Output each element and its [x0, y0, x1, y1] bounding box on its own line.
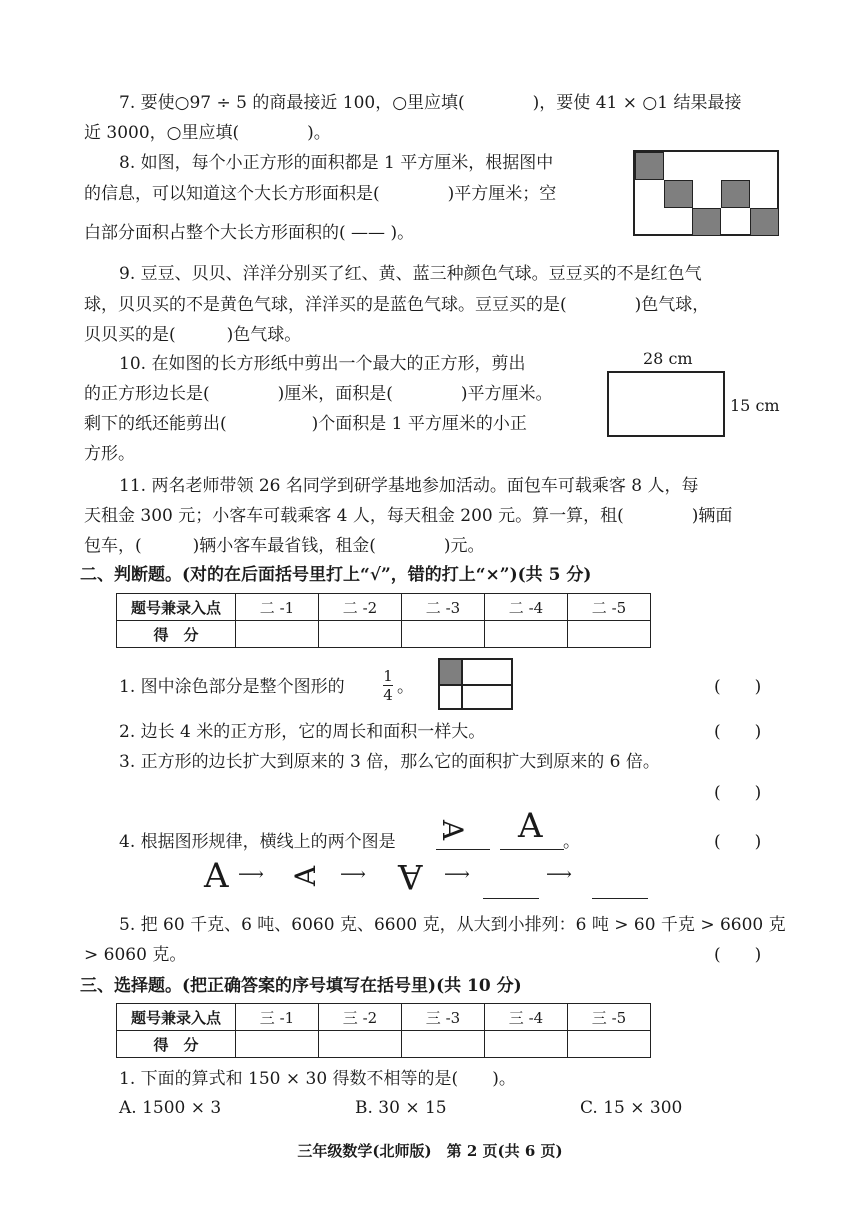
j3-text: 3. 正方形的边长扩大到原来的 3 倍，那么它的面积扩大到原来的 6 倍。 [119, 752, 660, 772]
j1-end: 。 [397, 677, 414, 697]
arrow-icon: ⟶ [444, 864, 470, 885]
c1-option-c[interactable]: C. 15 × 300 [580, 1098, 683, 1118]
c1-option-a[interactable]: A. 1500 × 3 [119, 1098, 222, 1118]
q11-line2: 天租金 300 元；小客车可载乘客 4 人，每天租金 200 元。算一算，租( )辆面 [84, 506, 733, 526]
j5-answer-paren[interactable]: ( ) [714, 945, 762, 965]
sequence-figure-2: A [289, 865, 323, 887]
sequence-figure-3: A [398, 856, 423, 896]
q10-line3: 剩下的纸还能剪出( )个面积是 1 平方厘米的小正 [84, 414, 527, 434]
section3-score-table [116, 1003, 651, 1058]
q8-line2: 的信息，可以知道这个大长方形面积是( )平方厘米；空 [84, 184, 557, 204]
arrow-icon: ⟶ [546, 864, 572, 885]
shaded-part [440, 660, 461, 684]
j4-text: 4. 根据图形规律，横线上的两个图是 [119, 832, 396, 852]
table-col: 三 -2 [319, 1004, 402, 1031]
q10-rectangle [607, 371, 725, 437]
score-cell[interactable] [319, 621, 402, 648]
table-head-label: 题号兼录入点 [117, 594, 236, 621]
q10-line4: 方形。 [84, 444, 135, 464]
q7-line2: 近 3000，○里应填( )。 [84, 123, 331, 143]
q8-line3: 白部分面积占整个大长方形面积的( —— )。 [84, 223, 415, 243]
table-col: 二 -4 [485, 594, 568, 621]
j4-end: 。 [563, 832, 580, 852]
sequence-blank-2[interactable] [592, 898, 648, 899]
score-cell[interactable] [236, 621, 319, 648]
arrow-icon: ⟶ [238, 864, 264, 885]
score-cell[interactable] [402, 621, 485, 648]
score-cell[interactable] [568, 621, 651, 648]
table-col: 二 -1 [236, 594, 319, 621]
j5-line2: > 6060 克。 [84, 945, 187, 965]
score-cell[interactable] [236, 1031, 319, 1058]
q9-line1: 9. 豆豆、贝贝、洋洋分别买了红、黄、蓝三种颜色气球。豆豆买的不是红色气 [119, 264, 702, 284]
section3-title: 三、选择题。(把正确答案的序号填写在括号里)(共 10 分) [80, 976, 522, 996]
q8-grid-figure [633, 150, 779, 236]
shaded-square [635, 152, 664, 180]
j2-text: 2. 边长 4 米的正方形，它的周长和面积一样大。 [119, 722, 486, 742]
score-cell[interactable] [402, 1031, 485, 1058]
shaded-square [664, 180, 693, 208]
j1-text: 1. 图中涂色部分是整个图形的 [119, 677, 345, 697]
q10-width-label: 28 cm [643, 349, 693, 368]
table-col: 三 -1 [236, 1004, 319, 1031]
section2-title: 二、判断题。(对的在后面括号里打上“√”，错的打上“×”)(共 5 分) [80, 565, 592, 585]
shaded-square [692, 208, 721, 236]
j4-blank-line-2 [500, 849, 564, 850]
q11-line3: 包车，( )辆小客车最省钱，租金( )元。 [84, 536, 485, 556]
c1-option-b[interactable]: B. 30 × 15 [355, 1098, 447, 1118]
sequence-blank-1[interactable] [483, 898, 539, 899]
shaded-square [721, 180, 750, 208]
shaded-square [750, 208, 779, 236]
table-score-label: 得 分 [117, 1031, 236, 1058]
score-cell[interactable] [485, 621, 568, 648]
table-col: 二 -2 [319, 594, 402, 621]
j3-answer-paren[interactable]: ( ) [714, 783, 762, 803]
fraction-numerator: 1 [383, 667, 393, 685]
table-col: 三 -5 [568, 1004, 651, 1031]
page-footer: 三年级数学(北师版) 第 2 页(共 6 页) [297, 1142, 563, 1160]
section2-score-table [116, 593, 651, 648]
q11-line1: 11. 两名老师带领 26 名同学到研学基地参加活动。面包车可载乘客 8 人，每 [119, 476, 699, 496]
q10-height-label: 15 cm [730, 396, 780, 415]
q10-line2: 的正方形边长是( )厘米，面积是( )平方厘米。 [84, 384, 553, 404]
score-cell[interactable] [485, 1031, 568, 1058]
j4-answer-paren[interactable]: ( ) [714, 832, 762, 852]
arrow-icon: ⟶ [340, 864, 366, 885]
table-col: 三 -3 [402, 1004, 485, 1031]
table-col: 二 -5 [568, 594, 651, 621]
score-cell[interactable] [319, 1031, 402, 1058]
q7-line1: 7. 要使○97 ÷ 5 的商最接近 100，○里应填( )，要使 41 × ○1 结果最接 [119, 93, 742, 113]
table-col: 三 -4 [485, 1004, 568, 1031]
table-col: 二 -3 [402, 594, 485, 621]
j5-line1: 5. 把 60 千克、6 吨、6060 克、6600 克，从大到小排列：6 吨 > 60 千克 > 6600 克 [119, 915, 786, 935]
j2-answer-paren[interactable]: ( ) [714, 722, 762, 742]
table-head-label: 题号兼录入点 [117, 1004, 236, 1031]
j4-answer-figure-2: A [518, 806, 543, 846]
sequence-figure-1: A [204, 856, 229, 896]
q9-line2: 球，贝贝买的不是黄色气球，洋洋买的是蓝色气球。豆豆买的是( )色气球， [84, 295, 710, 315]
q8-line1: 8. 如图，每个小正方形的面积都是 1 平方厘米，根据图中 [119, 153, 554, 173]
fraction-denominator: 4 [383, 686, 393, 704]
q10-line1: 10. 在如图的长方形纸中剪出一个最大的正方形，剪出 [119, 354, 526, 374]
j4-blank-line-1 [436, 849, 490, 850]
c1-text: 1. 下面的算式和 150 × 30 得数不相等的是( )。 [119, 1069, 516, 1089]
j4-answer-figure-1: A [436, 819, 470, 841]
j1-figure [438, 658, 513, 710]
table-score-label: 得 分 [117, 621, 236, 648]
q9-line3: 贝贝买的是( )色气球。 [84, 325, 302, 345]
j1-fraction [383, 668, 393, 703]
score-cell[interactable] [568, 1031, 651, 1058]
j1-answer-paren[interactable]: ( ) [714, 677, 762, 697]
